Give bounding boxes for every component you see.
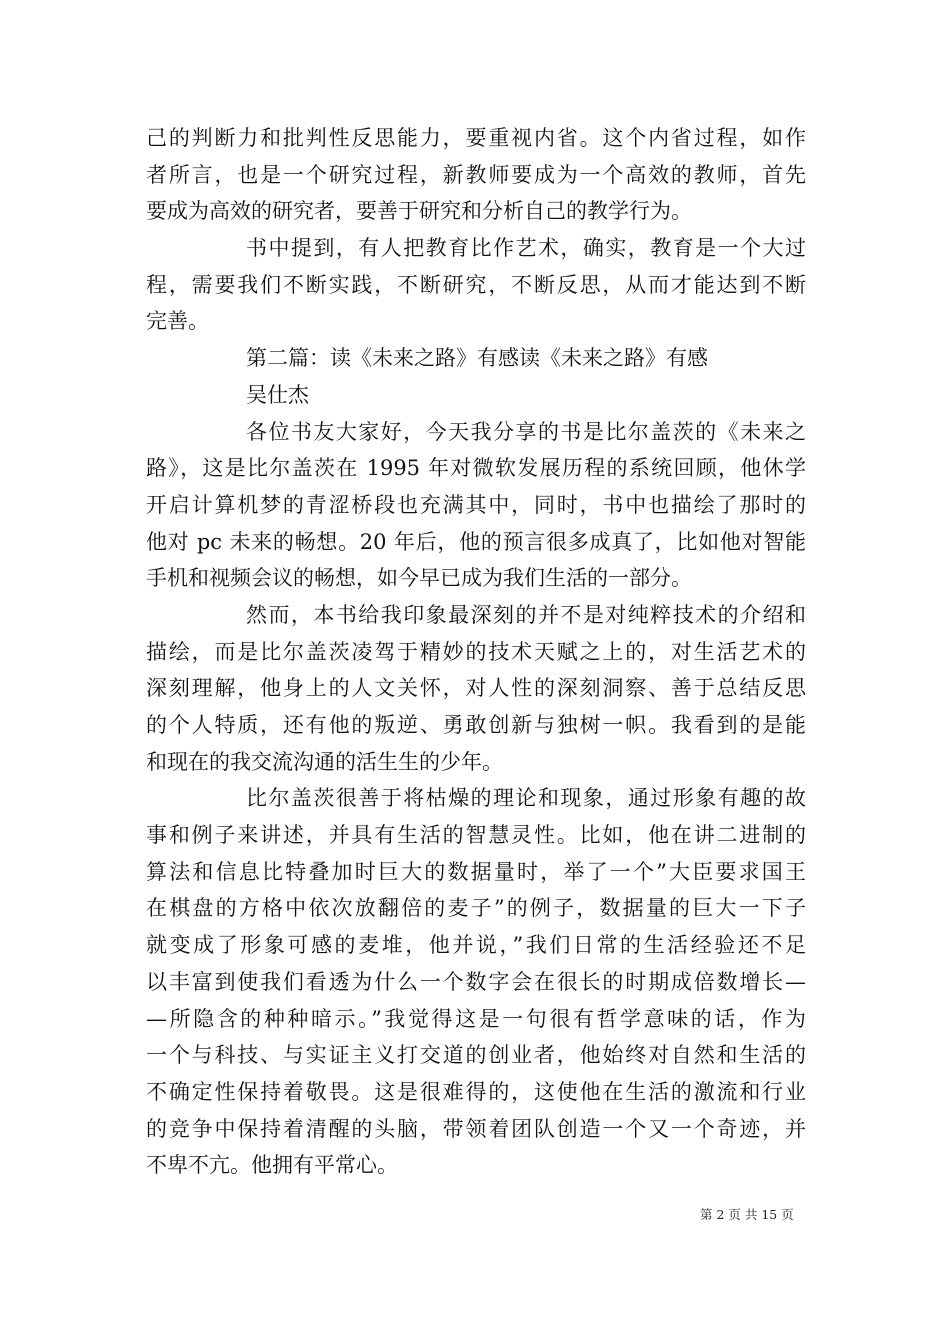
text-line: 就变成了形象可感的麦堆，他并说，”我们日常的生活经验还不足 — [146, 933, 806, 958]
text-line: 要成为高效的研究者，要善于研究和分析自己的教学行为。 — [146, 199, 692, 224]
text-line: 的个人特质，还有他的叛逆、勇敢创新与独树一帜。我看到的是能 — [146, 713, 806, 737]
text-line: 描绘，而是比尔盖茨凌驾于精妙的技术天赋之上的，对生活艺术的 — [146, 639, 806, 664]
text-line: 开启计算机梦的青涩桥段也充满其中，同时，书中也描绘了那时的 — [146, 492, 806, 517]
text-line: 在棋盘的方格中依次放翻倍的麦子”的例子，数据量的巨大一下子 — [146, 896, 806, 921]
paragraph-start-line: 各位书友大家好，今天我分享的书是比尔盖茨的《未来之 — [246, 419, 806, 444]
author-name: 吴仕杰 — [246, 382, 309, 407]
text-line: 深刻理解，他身上的人文关怀，对人性的深刻洞察、善于总结反思 — [146, 676, 806, 701]
text-line: 以丰富到使我们看透为什么一个数字会在很长的时期成倍数增长— — [146, 969, 806, 994]
paragraph-start-line: 比尔盖茨很善于将枯燥的理论和现象，通过形象有趣的故 — [246, 786, 806, 811]
text-line: —所隐含的种种暗示。”我觉得这是一句很有哲学意味的话，作为 — [146, 1006, 806, 1031]
text-line: 己的判断力和批判性反思能力，要重视内省。这个内省过程，如作 — [146, 126, 806, 150]
paragraph-start-line: 书中提到，有人把教育比作艺术，确实，教育是一个大过 — [246, 236, 806, 261]
text-line: 程，需要我们不断实践，不断研究，不断反思，从而才能达到不断 — [146, 272, 806, 297]
text-line: 算法和信息比特叠加时巨大的数据量时，举了一个”大臣要求国王 — [146, 859, 806, 884]
text-line: 他对 pc 未来的畅想。20 年后，他的预言很多成真了，比如他对智能 — [146, 529, 806, 554]
text-line: 和现在的我交流沟通的活生生的少年。 — [146, 749, 503, 774]
text-line: 路》，这是比尔盖茨在 1995 年对微软发展历程的系统回顾，他休学 — [146, 456, 806, 481]
text-line: 的竞争中保持着清醒的头脑，带领着团队创造一个又一个奇迹，并 — [146, 1116, 806, 1141]
text-line: 手机和视频会议的畅想，如今早已成为我们生活的一部分。 — [146, 566, 692, 591]
section-title: 第二篇：读《未来之路》有感读《未来之路》有感 — [246, 346, 708, 371]
text-line: 者所言，也是一个研究过程，新教师要成为一个高效的教师，首先 — [146, 162, 806, 187]
text-line: 事和例子来讲述，并具有生活的智慧灵性。比如，他在讲二进制的 — [146, 823, 806, 848]
page-number-footer: 第 2 页 共 15 页 — [700, 1207, 794, 1222]
text-line: 不确定性保持着敬畏。这是很难得的，这使他在生活的激流和行业 — [146, 1079, 806, 1104]
paragraph-start-line: 然而，本书给我印象最深刻的并不是对纯粹技术的介绍和 — [246, 602, 806, 627]
text-line: 完善。 — [146, 309, 209, 334]
text-line: 一个与科技、与实证主义打交道的创业者，他始终对自然和生活的 — [146, 1043, 806, 1068]
body-text — [146, 120, 806, 1184]
text-line: 不卑不亢。他拥有平常心。 — [146, 1153, 398, 1178]
